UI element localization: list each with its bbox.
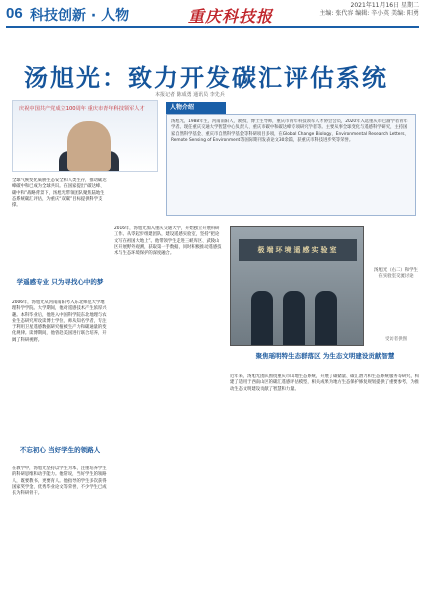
column-2-text: 2016年，汤旭光加入重庆交通大学，开始独立开展科研工作。从零起步组建团队，建设遥感实验室，坚持“把论文写在祖国大地上”。他带领学生走进三峡库区、武陵山区开展野外观测，获取第一手数据，同时积极推动遥感技术与生态环境保护的深度融合。 xyxy=(114,226,222,257)
page-header xyxy=(0,0,425,46)
portrait-banner xyxy=(12,100,158,172)
person-figure xyxy=(283,291,305,345)
subheading-3: 聚焦瑶明特生态群落区 为生态文明建设贡献智慧 xyxy=(255,352,395,360)
editor-line: 主编: 张代容 编辑: 辛小英 美编: 阳勇 xyxy=(319,10,419,17)
page-number: 06 xyxy=(6,5,23,22)
column-3-text: 近年来，汤旭光团队围绕重庆市山地生态系统，开展了碳储量、碳汇潜力和生态系统服务等研究，构建了适用于西南山区的碳汇遥感评估模型，相关成果为地方生态保护修复规划提供了重要参考，为推动生态文明建设贡献了智慧和力量。 xyxy=(230,374,420,392)
section-title: 科技创新 · 人物 xyxy=(30,8,130,24)
lead-paragraph: 全球气候变化威胁生态安全和人类生存，推动碳达峰碳中和已成为全球共识。在国家提出“碳达峰、碳中和”战略背景下，汤旭光带领团队聚焦陆地生态系统碳汇评估，为重庆“双碳”目标提供科学支撑。 xyxy=(12,178,107,209)
profile-label: 人物介绍 xyxy=(166,102,226,114)
lab-sign: 极端环境遥感实验室 xyxy=(239,239,357,261)
lab-photo xyxy=(230,226,364,346)
column-1b-text: 在教学中，汤旭光坚持以学生为本，注重培养学生的科研思维和动手能力。他常说，当好学生的领路人，既要教书，更要育人。他指导的学生多次获得国家奖学金、优秀毕业论文等荣誉，不少学生已成长为科研骨干。 xyxy=(12,466,107,497)
subheading-1: 学遥感专业 只为寻找心中的梦 xyxy=(16,278,104,286)
photo-caption: 汤旭光（右二）和学生在实验室交流讨论 xyxy=(374,268,418,280)
portrait-face xyxy=(67,121,111,171)
header-rule xyxy=(6,26,419,28)
person-figure xyxy=(315,291,337,345)
person-figure xyxy=(251,291,273,345)
profile-box xyxy=(166,114,416,216)
column-1-text: 2006年，汤旭光从河南南阳考入东北师范大学地理科学学院。大学期间，他对遥感技术产生浓厚兴趣。本科毕业后，他进入中国科学院东北地理与农业生态研究所攻读博士学位，师从知名学者，专注于利用卫星遥感数据研究植被生产力和碳通量的变化规律。读博期间，他曾赴美国进行联合培养，开阔了科研视野。 xyxy=(12,300,107,343)
headline: 汤旭光：致力开发碳汇评估系统 xyxy=(24,64,388,92)
byline: 本报记者 陈成勇 通讯员 李先兵 xyxy=(155,92,225,98)
banner-tag: 庆祝中国共产党成立100周年 重庆市青年科技领军人才 xyxy=(19,106,145,112)
date-line: 2021年11月16日 星期二 xyxy=(350,2,419,9)
newspaper-masthead: 重庆科技报 xyxy=(188,7,274,26)
subheading-2: 不忘初心 当好学生的领路人 xyxy=(19,446,101,454)
profile-text: 汤旭光，1988年生，河南南阳人，教授，博士生导师，重庆市青年科技领军人才协会会员，2020年入选重庆市巴渝学者青年学者。现任重庆交通大学智慧中心负责人、重庆市碳中和碳达峰专项研究学者等。主要从事全球变化与遥感科学研究，主持国家自然科学基金、重庆市自然科学基金等科研项目多项，在Global Change Biology、Environmental Research Letters、Remote Sensing of Environment等国际期刊发表论文30余篇，获重庆市科技进步奖等荣誉。 xyxy=(171,119,409,144)
photo-credit: 受访者供图 xyxy=(385,337,407,342)
issue-date xyxy=(319,2,419,18)
